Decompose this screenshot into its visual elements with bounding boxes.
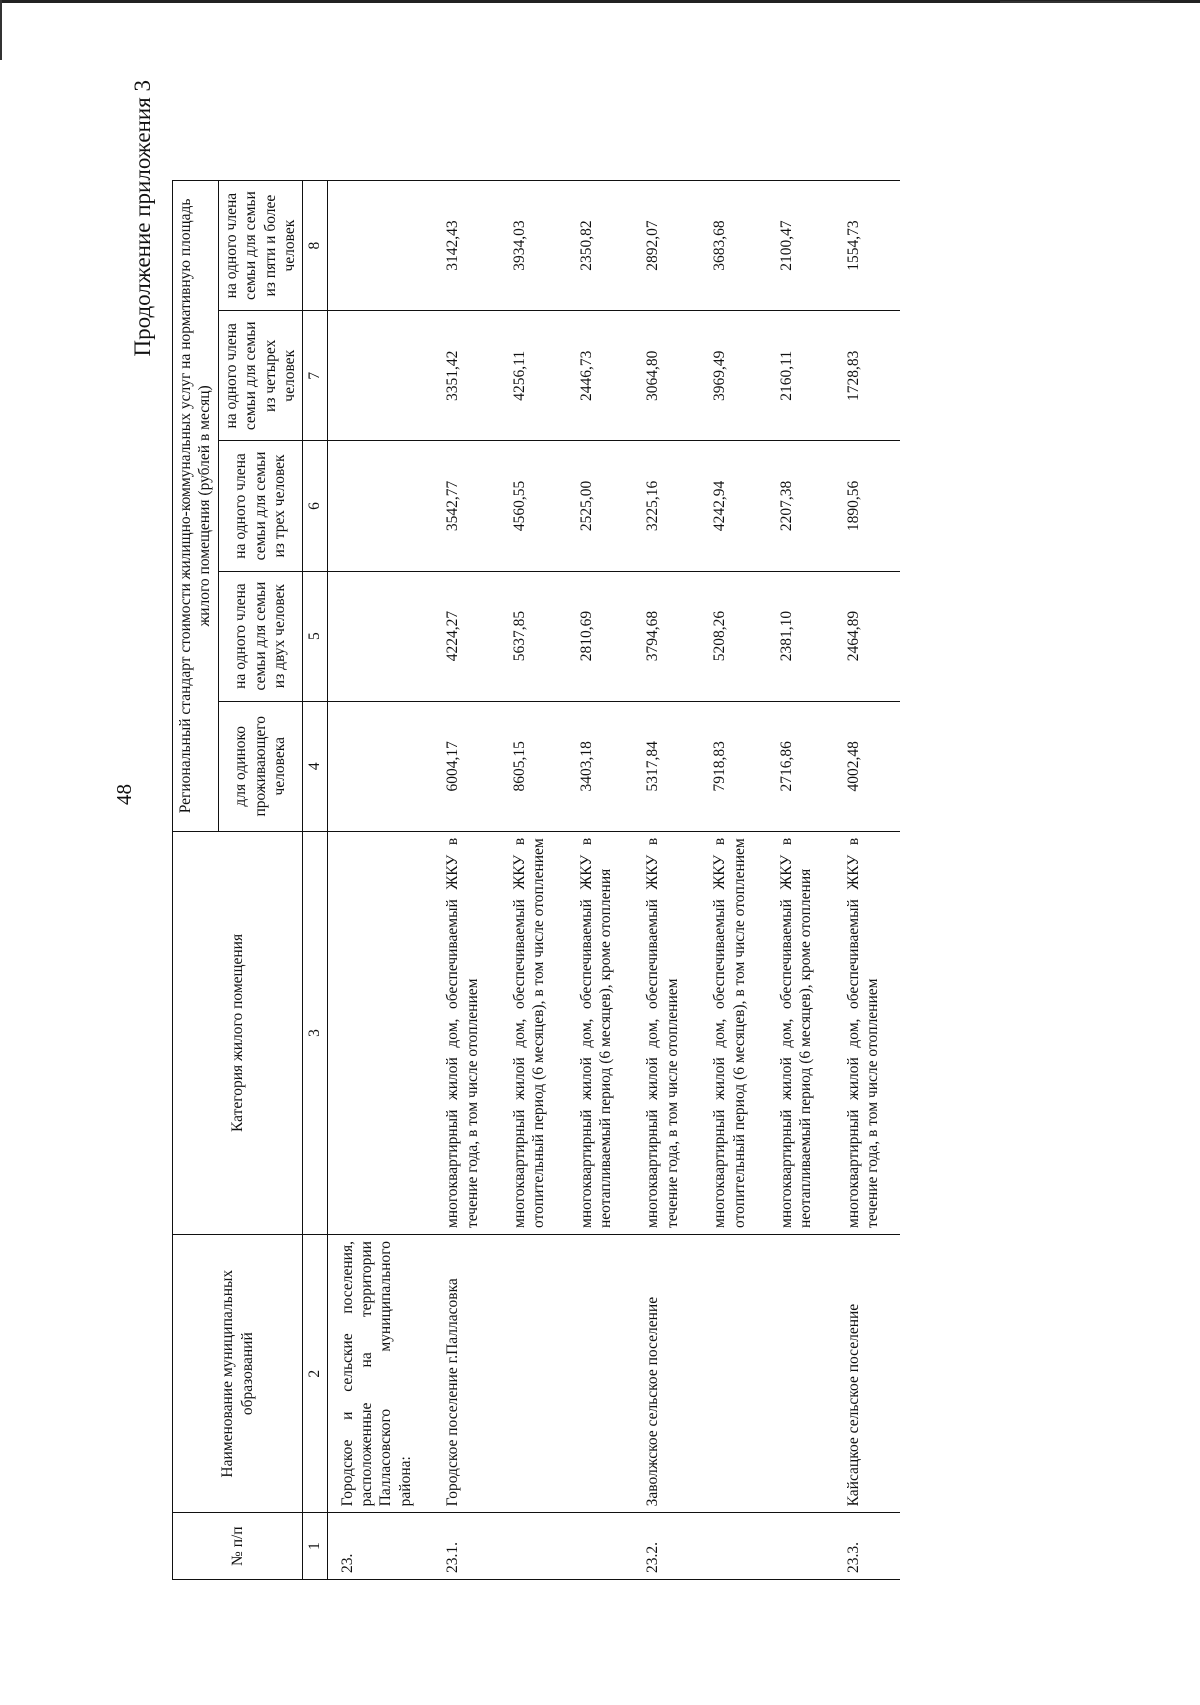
- row-number: 23.: [327, 1513, 433, 1580]
- value-two: 5637,85: [500, 571, 567, 701]
- value-five: 2100,47: [767, 181, 834, 311]
- table-header: [173, 181, 328, 1580]
- column-number: 4: [303, 701, 327, 831]
- appendix-title: Продолжение приложения 3: [130, 80, 155, 357]
- housing-category: [327, 831, 433, 1234]
- value-two: 2381,10: [767, 571, 834, 701]
- housing-category: многоквартирный жилой дом, обеспечиваемый ЖКУ в отопительный период (6 месяцев), в том числе отоплением: [500, 831, 567, 1234]
- value-four: 1728,83: [834, 311, 901, 441]
- value-five: 2892,07: [633, 181, 700, 311]
- column-number: 3: [303, 831, 327, 1234]
- row-number: 23.2.: [633, 1513, 700, 1580]
- housing-category: многоквартирный жилой дом, обеспечиваемый ЖКУ в течение года, в том числе отоплением: [433, 831, 500, 1234]
- table-row: [834, 181, 901, 1580]
- value-two: 4224,27: [433, 571, 500, 701]
- value-two: [327, 571, 433, 701]
- value-two: 2464,89: [834, 571, 901, 701]
- municipality-name: Городское поселение г.Палласовка: [433, 1235, 500, 1513]
- column-number: 5: [303, 571, 327, 701]
- value-single: 7918,83: [700, 701, 767, 831]
- column-number-row: [303, 181, 327, 1580]
- housing-category: многоквартирный жилой дом, обеспечиваемый ЖКУ в неотапливаемый период (6 месяцев), кроме отопления: [567, 831, 634, 1234]
- value-single: 5317,84: [633, 701, 700, 831]
- table-row: [500, 181, 567, 1580]
- header-family-of-two: на одного члена семьи для семьи из двух человек: [218, 571, 303, 701]
- value-three: 1890,56: [834, 441, 901, 571]
- municipality-name: [567, 1235, 634, 1513]
- table-row: [567, 181, 634, 1580]
- header-family-of-four: на одного члена семьи для семьи из четырех человек: [218, 311, 303, 441]
- row-number: [767, 1513, 834, 1580]
- row-number: [500, 1513, 567, 1580]
- value-five: 1554,73: [834, 181, 901, 311]
- value-three: 3542,77: [433, 441, 500, 571]
- housing-category: многоквартирный жилой дом, обеспечиваемый ЖКУ в отопительный период (6 месяцев), в том числе отоплением: [700, 831, 767, 1234]
- row-number: 23.3.: [834, 1513, 901, 1580]
- value-five: 3142,43: [433, 181, 500, 311]
- column-number: 8: [303, 181, 327, 311]
- tariff-table: [172, 180, 900, 1580]
- value-three: 2207,38: [767, 441, 834, 571]
- municipality-name: [500, 1235, 567, 1513]
- column-number: 1: [303, 1513, 327, 1580]
- table-row: [767, 181, 834, 1580]
- header-category: Категория жилого помещения: [173, 831, 303, 1234]
- row-number: [567, 1513, 634, 1580]
- value-five: 2350,82: [567, 181, 634, 311]
- value-four: 4256,11: [500, 311, 567, 441]
- housing-category: многоквартирный жилой дом, обеспечиваемый ЖКУ в течение года, в том числе отоплением: [633, 831, 700, 1234]
- value-four: 2160,11: [767, 311, 834, 441]
- column-number: 2: [303, 1235, 327, 1513]
- scan-edge-right: [1000, 1, 1160, 3]
- value-single: 4002,48: [834, 701, 901, 831]
- row-number: 23.1.: [433, 1513, 500, 1580]
- value-five: 3683,68: [700, 181, 767, 311]
- column-number: 6: [303, 441, 327, 571]
- value-four: 3064,80: [633, 311, 700, 441]
- value-single: 8605,15: [500, 701, 567, 831]
- page-number: 48: [112, 784, 136, 805]
- table-row: [700, 181, 767, 1580]
- value-four: 3969,49: [700, 311, 767, 441]
- value-five: [327, 181, 433, 311]
- table-row: [327, 181, 433, 1580]
- table-row: [433, 181, 500, 1580]
- value-two: 2810,69: [567, 571, 634, 701]
- housing-category: многоквартирный жилой дом, обеспечиваемый ЖКУ в течение года, в том числе отоплением: [834, 831, 901, 1234]
- header-regional-standard: Региональный стандарт стоимости жилищно-коммунальных услуг на нормативную площадь жилого помещения (рублей в месяц): [173, 181, 219, 832]
- value-two: 3794,68: [633, 571, 700, 701]
- table-row: [633, 181, 700, 1580]
- municipality-name: [767, 1235, 834, 1513]
- municipality-name: Кайсацкое сельское поселение: [834, 1235, 901, 1513]
- header-single-person: для одиноко проживающего человека: [218, 701, 303, 831]
- value-four: [327, 311, 433, 441]
- value-single: [327, 701, 433, 831]
- value-three: 2525,00: [567, 441, 634, 571]
- table-body: [327, 181, 900, 1580]
- value-single: 6004,17: [433, 701, 500, 831]
- header-family-of-three: на одного члена семьи для семьи из трех человек: [218, 441, 303, 571]
- value-three: 4560,55: [500, 441, 567, 571]
- value-single: 2716,86: [767, 701, 834, 831]
- municipality-name: Заволжское сельское поселение: [633, 1235, 700, 1513]
- scan-edge-left: [0, 0, 2, 60]
- value-four: 2446,73: [567, 311, 634, 441]
- municipality-name: [700, 1235, 767, 1513]
- value-four: 3351,42: [433, 311, 500, 441]
- housing-category: многоквартирный жилой дом, обеспечиваемый ЖКУ в неотапливаемый период (6 месяцев), кроме отопления: [767, 831, 834, 1234]
- value-single: 3403,18: [567, 701, 634, 831]
- value-three: 3225,16: [633, 441, 700, 571]
- header-municipality: Наименование муниципальных образований: [173, 1235, 303, 1513]
- row-number: [700, 1513, 767, 1580]
- header-family-of-five: на одного члена семьи для семьи из пяти и более человек: [218, 181, 303, 311]
- value-three: [327, 441, 433, 571]
- value-two: 5208,26: [700, 571, 767, 701]
- rotated-page: [60, 80, 1120, 1620]
- value-three: 4242,94: [700, 441, 767, 571]
- value-five: 3934,03: [500, 181, 567, 311]
- municipality-name: Городское и сельские поселения, расположенные на территории Палласовского муниципального района:: [327, 1235, 433, 1513]
- header-number: № п/п: [173, 1513, 303, 1580]
- column-number: 7: [303, 311, 327, 441]
